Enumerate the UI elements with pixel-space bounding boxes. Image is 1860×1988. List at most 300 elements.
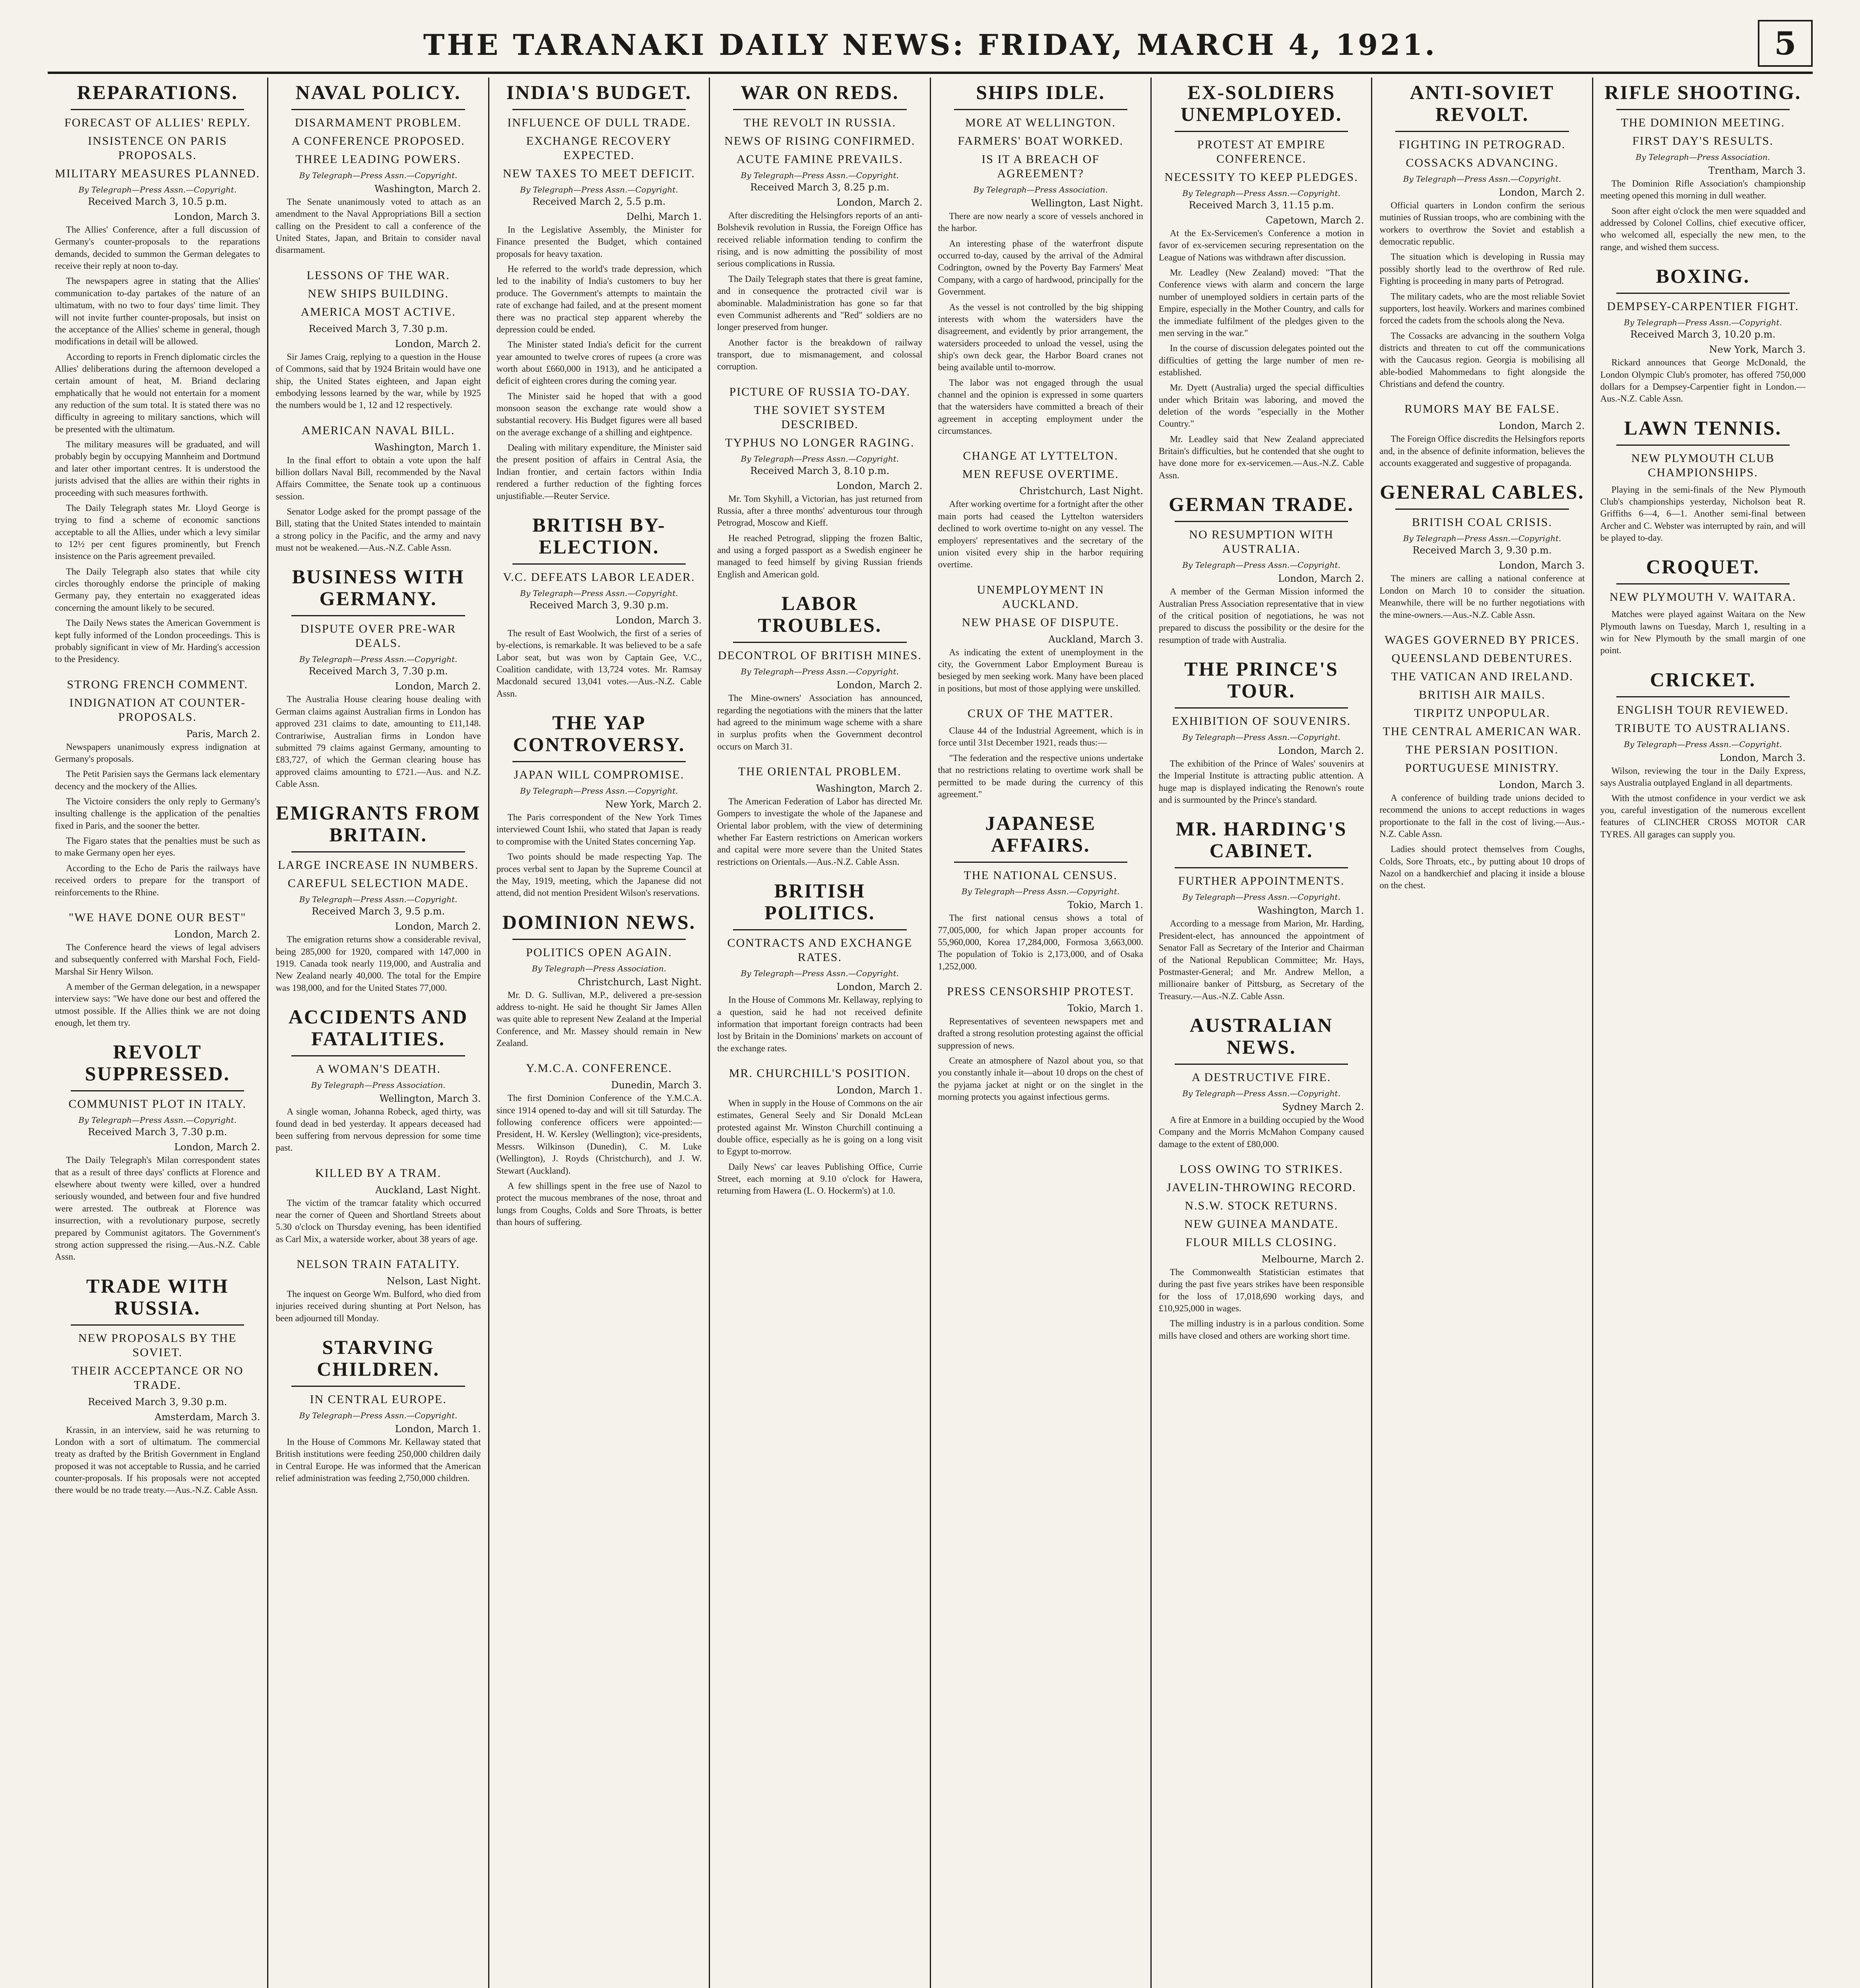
article-subhead: INSISTENCE ON PARIS PROPOSALS. xyxy=(88,134,227,162)
article-dateline: New York, March 3. xyxy=(1709,344,1806,355)
article-subhead: BRITISH AIR MAILS. xyxy=(1419,688,1546,701)
column-2 xyxy=(268,78,489,1988)
article xyxy=(1159,818,1364,1002)
article-paragraph: After working overtime for a fortnight after the other main ports had ceased the Lyttelton watersiders declined to work overtime to-night on any vessel. The employers' representatives and the secretary of the union visited every ship in the harbor requiring overtime. xyxy=(938,499,1143,570)
article-dateline: Capetown, March 2. xyxy=(1265,215,1364,226)
article-headline: ANTI-SOVIET REVOLT. xyxy=(1410,81,1555,125)
article-dateline: Melbourne, March 2. xyxy=(1261,1254,1364,1265)
article-dateline: London, March 2. xyxy=(174,1142,260,1153)
headline-rule xyxy=(954,109,1127,110)
article-headline: NAVAL POLICY. xyxy=(295,81,461,103)
article xyxy=(1600,265,1806,405)
article-headline: EMIGRANTS FROM BRITAIN. xyxy=(275,802,481,846)
article-subhead: N.S.W. STOCK RETURNS. xyxy=(1185,1199,1338,1213)
article-received: Received March 3, 7.30 p.m. xyxy=(308,666,448,677)
article-paragraph: A member of the German Mission informed the Australian Press Association representative that in view of the critical position of negotiations, he was not prepared to discuss the possibility or the desire for the resumption of trade with Australia. xyxy=(1158,586,1364,645)
article-byline: By Telegraph—Press Association. xyxy=(973,185,1108,194)
article-headline: DOMINION NEWS. xyxy=(502,911,696,933)
article xyxy=(938,82,1143,437)
article xyxy=(275,566,481,790)
article-subhead: INFLUENCE OF DULL TRADE. xyxy=(507,116,691,129)
article-paragraph: Senator Lodge asked for the prompt passage of the Bill, stating that the United States intended to maintain a strong policy in the Pacific, and the army and navy must not be weakened.—Aus.-N.Z. Cable Assn. xyxy=(275,507,481,553)
headline-rule xyxy=(291,851,465,852)
article-subhead: MORE AT WELLINGTON. xyxy=(965,116,1116,129)
article-dateline: London, March 2. xyxy=(1278,573,1364,584)
article-paragraph: The exhibition of the Prince of Wales' souvenirs at the Imperial Institute is attracting public attention. A huge map is displayed indicating the Renown's route and is surmounted by the Prince's standard. xyxy=(1158,758,1364,805)
article-dateline: London, March 1. xyxy=(836,1084,923,1096)
article-byline: By Telegraph—Press Assn.—Copyright. xyxy=(520,588,678,598)
article xyxy=(1600,556,1806,656)
article-paragraph: The Daily Telegraph's Milan correspondent states that as a result of three days' conflicts at Florence and elsewhere about twenty were killed, over a hundred seriously wounded, and between four and five hundred were arrested. The outbreak at Florence was insurrection, with a revolutionary purpose, secretly prepared by Communist agitators. The Government's strong action suppressed the rising.—Aus.-N.Z. Cable Assn. xyxy=(55,1155,260,1262)
article xyxy=(497,82,702,502)
article-subhead: TRIBUTE TO AUSTRALIANS. xyxy=(1615,721,1791,735)
article-headline: BRITISH BY-ELECTION. xyxy=(532,513,666,558)
article-paragraph: Mr. Leadley (New Zealand) moved: "That the Conference views with alarm and concern the large number of unemployed soldiers in certain parts of the Empire, especially in the Mother Country, and calls for the immediate fulfilment of the pledges given to the men serving in the war." xyxy=(1158,268,1364,338)
article xyxy=(1379,402,1585,469)
headline-rule xyxy=(733,109,906,110)
article-dateline: Auckland, Last Night. xyxy=(375,1184,481,1196)
article-headline: LABOR TROUBLES. xyxy=(758,592,882,637)
article-byline: By Telegraph—Press Assn.—Copyright. xyxy=(299,654,458,664)
article-byline: By Telegraph—Press Assn.—Copyright. xyxy=(1624,739,1782,749)
article-subhead: COSSACKS ADVANCING. xyxy=(1406,156,1559,169)
article xyxy=(55,911,260,1029)
article-subhead: STRONG FRENCH COMMENT. xyxy=(67,678,248,691)
article-dateline: Washington, March 2. xyxy=(816,782,923,794)
article-headline: BUSINESS WITH GERMANY. xyxy=(292,565,465,610)
article xyxy=(275,1006,481,1154)
article-paragraph: Representatives of seventeen newspapers met and drafted a strong resolution protesting against the official suppression of news. xyxy=(938,1016,1143,1050)
article-headline: CROQUET. xyxy=(1646,555,1760,578)
article-paragraph: Clause 44 of the Industrial Agreement, which is in force until 31st December 1921, reads thus:— xyxy=(938,726,1143,748)
headline-rule xyxy=(1175,521,1348,522)
article-dateline: London, March 2. xyxy=(1278,745,1364,756)
article-dateline: Paris, March 2. xyxy=(186,728,260,740)
article-paragraph: Wilson, reviewing the tour in the Daily Express, says Australia outplayed England in all departments. xyxy=(1600,765,1806,788)
article-subhead: THEIR ACCEPTANCE OR NO TRADE. xyxy=(71,1364,244,1392)
article-subhead: PORTUGUESE MINISTRY. xyxy=(1405,761,1559,775)
article-headline: AUSTRALIAN NEWS. xyxy=(1189,1013,1333,1058)
article-headline: EX-SOLDIERS UNEMPLOYED. xyxy=(1180,81,1342,125)
article-dateline: Washington, March 1. xyxy=(374,441,481,453)
article-received: Received March 3, 10.5 p.m. xyxy=(88,196,227,207)
article-received: Received March 3, 7.30 p.m. xyxy=(308,323,448,334)
article-byline: By Telegraph—Press Assn.—Copyright. xyxy=(1403,174,1561,184)
article-byline: By Telegraph—Press Assn.—Copyright. xyxy=(1182,892,1340,902)
article-byline: By Telegraph—Press Assn.—Copyright. xyxy=(1182,560,1340,570)
article-headline: BOXING. xyxy=(1656,265,1750,287)
article-byline: By Telegraph—Press Assn.—Copyright. xyxy=(299,895,458,905)
article-headline: STARVING CHILDREN. xyxy=(317,1336,440,1380)
article-subhead: "WE HAVE DONE OUR BEST" xyxy=(68,911,246,924)
article xyxy=(717,82,922,373)
article-subhead: IS IT A BREACH OF AGREEMENT? xyxy=(981,153,1100,180)
article-subhead: MR. CHURCHILL'S POSITION. xyxy=(729,1066,911,1080)
article-dateline: Dunedin, March 3. xyxy=(611,1079,702,1091)
headline-rule xyxy=(1616,696,1790,697)
article-paragraph: The military measures will be graduated, and will probably begin by occupying Mannheim and Dortmund and later other important centres. It is understood the jurists advised that the allies are within their rights in proceeding with such measures forthwith. xyxy=(55,439,260,498)
article-paragraph: The newspapers agree in stating that the Allies' communication to-day partakes of the nature of an ultimatum, with no two to four days' time limit. They will not invite further counter-proposals, but insist on the acceptance of the Allies' scheme in general, though modifications in detail will be allowed. xyxy=(55,276,260,347)
article xyxy=(1379,82,1585,390)
article-subhead: CRUX OF THE MATTER. xyxy=(967,707,1114,720)
article-received: Received March 3, 10.20 p.m. xyxy=(1630,329,1776,340)
article-paragraph: Mr. D. G. Sullivan, M.P., delivered a pre-session address to-night. He said he thought Sir James Allen was quite able to represent New Zealand at the Imperial Conference, and Mr. Massey should remain in New Zealand. xyxy=(496,990,702,1048)
article-paragraph: He referred to the world's trade depression, which led to the inability of India's customers to buy her produce. The Government's attempts to maintain the rate of exchange had failed, and at the present moment there was no practical step apparent whereby the depression could be ended. xyxy=(496,264,702,334)
article-subhead: POLITICS OPEN AGAIN. xyxy=(526,945,672,959)
article-dateline: London, March 2. xyxy=(836,679,923,691)
article xyxy=(1379,481,1585,621)
article-headline: WAR ON REDS. xyxy=(741,81,899,103)
article-dateline: London, March 3. xyxy=(1499,779,1585,790)
article-dateline: Christchurch, Last Night. xyxy=(578,976,702,988)
article-subhead: CHANGE AT LYTTELTON. xyxy=(963,449,1118,463)
article-subhead: EXCHANGE RECOVERY EXPECTED. xyxy=(526,134,672,162)
article-headline: LAWN TENNIS. xyxy=(1624,416,1782,439)
article xyxy=(497,712,702,899)
article-paragraph: In the course of discussion delegates pointed out the difficulties of getting the large number of men re-established. xyxy=(1158,343,1364,377)
headline-rule xyxy=(512,109,686,110)
article-paragraph: Rickard announces that George McDonald, the London Olympic Club's promoter, has offered 750,000 dollars for a Dempsey-Carpentier fight in London.—Aus.-N.Z. Cable Assn. xyxy=(1600,357,1806,404)
article-paragraph: The Victoire considers the only reply to Germany's insulting challenge is the application of the penalties fixed in Paris, and the sooner the better. xyxy=(55,796,260,831)
article-paragraph: The inquest on George Wm. Bulford, who died from injuries received during shunting at Port Nelson, has been adjourned till Monday. xyxy=(275,1289,481,1323)
article-dateline: Trentham, March 3. xyxy=(1708,165,1806,176)
column-3 xyxy=(489,78,710,1988)
article-subhead: UNEMPLOYMENT IN AUCKLAND. xyxy=(977,583,1104,611)
article-subhead: DECONTROL OF BRITISH MINES. xyxy=(718,649,922,662)
article-paragraph: The Allies' Conference, after a full discussion of Germany's counter-proposals to the reparations demands, decided to summon the German delegates to receive their reply at noon to-day. xyxy=(55,225,260,271)
article-paragraph: In the final effort to obtain a vote upon the half billion dollars Naval Bill, recommended by the Naval Affairs Committee, the Senate took up a continuous session. xyxy=(275,455,481,501)
article-paragraph: Soon after eight o'clock the men were squadded and addressed by Colonel Collins, chief executive officer, who welcomed all, especially the new men, to the range, and wished them success. xyxy=(1600,206,1806,252)
article-paragraph: The emigration returns show a considerable revival, being 285,000 for 1920, compared with 147,000 in 1919. Canada took nearly 119,000, and Australia and New Zealand nearly 40,000. The total for the Empire was 198,000, and for the United States 77,000. xyxy=(275,934,481,993)
article-paragraph: In the Legislative Assembly, the Minister for Finance presented the Budget, which contained proposals for heavy taxation. xyxy=(496,225,702,259)
article-subhead: AMERICAN NAVAL BILL. xyxy=(301,423,455,437)
article-paragraph: According to the Echo de Paris the railways have received orders to prepare for the transport of reinforcements to the Rhine. xyxy=(55,863,260,897)
article-paragraph: The Petit Parisien says the Germans lack elementary decency and the mockery of the Allies. xyxy=(55,769,260,791)
article-byline: By Telegraph—Press Association. xyxy=(531,963,667,973)
article-subhead: FIGHTING IN PETROGRAD. xyxy=(1398,138,1566,151)
article-paragraph: The Mine-owners' Association has announced, regarding the negotiations with the miners that the latter had agreed to the minimum wage scheme with a share in surplus profits when the Government decontrol occurs on March 31. xyxy=(717,693,923,751)
article-subhead: THE REVOLT IN RUSSIA. xyxy=(743,116,896,129)
article-paragraph: The Minister stated India's deficit for the current year amounted to twelve crores of rupees (a crore was worth about £660,000 in 1913), and he anticipated a deficit of eighteen crores during the coming year. xyxy=(496,340,702,386)
article-paragraph: According to a message from Marion, Mr. Harding, President-elect, has announced the appointment of Senator Fall as Secretary of the Interior and Chairman of the National Republican Committee; Mr. Hays, Postmaster-General; and Mr. Andrew Mellon, a millionaire banker of Pittsburg, as Secretary of the Treasury.—Aus.-N.Z. Cable Assn. xyxy=(1158,918,1364,1001)
article-paragraph: The Figaro states that the penalties must be such as to make Germany open her eyes. xyxy=(55,836,260,858)
article xyxy=(55,1041,260,1263)
article-dateline: London, March 2. xyxy=(1499,420,1585,432)
article-subhead: V.C. DEFEATS LABOR LEADER. xyxy=(503,570,695,584)
headline-rule xyxy=(1616,109,1790,110)
article xyxy=(1159,493,1364,646)
article-paragraph: As indicating the extent of unemployment in the city, the Government Labor Employment Bureau is besieged by men seeking work. Many have been placed in positions, but most of those applying were unskilled. xyxy=(938,647,1143,693)
article-subhead: A DESTRUCTIVE FIRE. xyxy=(1191,1070,1331,1084)
headline-rule xyxy=(291,615,465,616)
newspaper-title: THE TARANAKI DAILY NEWS: FRIDAY, MARCH 4, 1921. xyxy=(423,28,1437,62)
article-paragraph: When in supply in the House of Commons on the air estimates, General Seely and Sir Donald McLean protested against Mr. Winston Churchill continuing a double office, especially as he is going on a long visit to Egypt to-morrow. xyxy=(717,1098,923,1157)
article-headline: RIFLE SHOOTING. xyxy=(1604,81,1802,103)
article-byline: By Telegraph—Press Assn.—Copyright. xyxy=(520,185,678,194)
article-received: Received March 3, 7.30 p.m. xyxy=(88,1126,227,1138)
article-byline: By Telegraph—Press Assn.—Copyright. xyxy=(741,454,899,464)
article-subhead: NO RESUMPTION WITH AUSTRALIA. xyxy=(1189,528,1334,556)
headline-rule xyxy=(1175,131,1348,132)
article-paragraph: Another factor is the breakdown of railway transport, due to mismanagement, and colossal corruption. xyxy=(717,337,923,372)
article-paragraph: The Australia House clearing house dealing with German claims against Australian firms in London has approved 231 claims to date, amounting to £11,148. Contrariwise, Australian firms in London have submitted 79 claims against Germany, amounting to £83,727, of which the German clearing house has approved claims amounting to £721.—Aus. and N.Z. Cable Assn. xyxy=(275,694,481,789)
article xyxy=(497,514,702,700)
article-subhead: JAVELIN-THROWING RECORD. xyxy=(1166,1181,1356,1194)
article-paragraph: The Foreign Office discredits the Helsingfors reports and, in the absence of definite information, believes the accounts exaggerated and suggestive of propaganda. xyxy=(1379,434,1585,468)
article-paragraph: Two points should be made respecting Yap. The proces verbal sent to Japan by the Supreme Council at the May, 1919, meeting, which the Japanese did not attend, did not mention President Wilson's reservations. xyxy=(496,852,702,898)
article-subhead: THE CENTRAL AMERICAN WAR. xyxy=(1383,724,1582,738)
article-subhead: NEW PHASE OF DISPUTE. xyxy=(962,615,1119,629)
article-subhead: THE PERSIAN POSITION. xyxy=(1406,743,1559,756)
article-dateline: Nelson, Last Night. xyxy=(386,1276,481,1287)
article-byline: By Telegraph—Press Assn.—Copyright. xyxy=(1403,534,1561,544)
article-subhead: PICTURE OF RUSSIA TO-DAY. xyxy=(729,385,911,398)
article-headline: CRICKET. xyxy=(1650,668,1756,691)
article-dateline: Amsterdam, March 3. xyxy=(155,1411,260,1423)
article-subhead: THE ORIENTAL PROBLEM. xyxy=(738,765,902,778)
article xyxy=(938,812,1143,973)
article-byline: By Telegraph—Press Assn.—Copyright. xyxy=(299,171,458,180)
article-subhead: FURTHER APPOINTMENTS. xyxy=(1178,874,1345,888)
article xyxy=(717,765,922,868)
article xyxy=(275,1166,481,1245)
article-byline: By Telegraph—Press Assn.—Copyright. xyxy=(741,667,899,677)
article xyxy=(717,592,922,753)
article-paragraph: The milling industry is in a parlous condition. Some mills have closed and others are working short time. xyxy=(1158,1318,1364,1341)
article-byline: By Telegraph—Press Association. xyxy=(311,1080,446,1090)
article-dateline: Auckland, March 3. xyxy=(1048,633,1143,645)
article-paragraph: There are now nearly a score of vessels anchored in the harbor. xyxy=(938,211,1143,233)
headline-rule xyxy=(291,1386,465,1387)
article-subhead: TIRPITZ UNPOPULAR. xyxy=(1414,706,1550,720)
article-headline: THE PRINCE'S TOUR. xyxy=(1184,657,1338,702)
article xyxy=(497,911,702,1050)
article-subhead: DEMPSEY-CARPENTIER FIGHT. xyxy=(1607,300,1799,313)
columns xyxy=(48,78,1813,1988)
article-byline: By Telegraph—Press Assn.—Copyright. xyxy=(299,1411,458,1421)
headline-rule xyxy=(512,563,686,565)
article-paragraph: The Senate unanimously voted to attach as an amendment to the Naval Appropriations Bill a section calling on the President to call a conference of the United States, Japan, and Britain to consider naval disarmament. xyxy=(275,197,481,255)
article xyxy=(1600,417,1806,544)
article-dateline: Christchurch, Last Night. xyxy=(1019,485,1143,497)
article-byline: By Telegraph—Press Association. xyxy=(1635,152,1770,162)
article xyxy=(1159,82,1364,481)
headline-rule xyxy=(71,1324,244,1326)
article-byline: By Telegraph—Press Assn.—Copyright. xyxy=(1182,732,1340,742)
article-paragraph: The situation which is developing in Russia may possibly shortly lead to the overthrow of Red rule. Fighting is proceeding in many parts of Petrograd. xyxy=(1379,252,1585,286)
article-dateline: London, March 3. xyxy=(1499,560,1585,571)
article-paragraph: A conference of building trade unions decided to recommend the unions to accept reductions in wages proportionate to the fall in the cost of living.—Aus.-N.Z. Cable Assn. xyxy=(1379,792,1585,839)
article xyxy=(717,1066,922,1197)
column-7 xyxy=(1372,78,1593,1988)
article-paragraph: The labor was not engaged through the usual channel and the opinion is expressed in some quarters that the watersiders have committed a breach of their agreement in accepting employment under the circumstances. xyxy=(938,377,1143,436)
headline-rule xyxy=(733,929,906,930)
article-dateline: Wellington, March 3. xyxy=(379,1093,481,1105)
article-headline: REVOLT SUPPRESSED. xyxy=(85,1041,230,1085)
article-subhead: LOSS OWING TO STRIKES. xyxy=(1179,1163,1343,1176)
article-subhead: THE DOMINION MEETING. xyxy=(1621,116,1785,129)
article-paragraph: He reached Petrograd, slipping the frozen Baltic, and using a forged passport as a Swedish engineer he managed to feed himself by giving Russian friends English and American gold. xyxy=(717,533,923,579)
article-subhead: DISARMAMENT PROBLEM. xyxy=(295,116,462,129)
column-5 xyxy=(931,78,1152,1988)
article-received: Received March 3, 8.10 p.m. xyxy=(750,465,890,476)
article-paragraph: The result of East Woolwich, the first of a series of by-elections, is remarkable. It was believed to be a safe Labor seat, but was won by Captain Gee, V.C., Coalition candidate, with 13,724 votes. Mr. Ramsay Macdonald secured 13,041 votes.—Aus.-N.Z. Cable Assn. xyxy=(496,628,702,699)
article-subhead: IN CENTRAL EUROPE. xyxy=(310,1393,447,1406)
article-subhead: NEW TAXES TO MEET DEFICIT. xyxy=(503,167,695,180)
article-subhead: PROTEST AT EMPIRE CONFERENCE. xyxy=(1197,138,1326,165)
article-paragraph: The Minister said he hoped that with a good monsoon season the exchange rate would show a substantial recovery. His Budget figures were all based on the average exchange of a shilling and eightpence. xyxy=(496,391,702,437)
headline-rule xyxy=(733,642,906,643)
article-byline: By Telegraph—Press Assn.—Copyright. xyxy=(741,171,899,180)
headline-rule xyxy=(1395,509,1569,510)
article-byline: By Telegraph—Press Assn.—Copyright. xyxy=(1182,188,1340,198)
article-paragraph: The Cossacks are advancing in the southern Volga districts and threaten to cut off the communications with the Caucasus region. Georgia is mobilising all able-bodied Mahommedans to fight alongside the Christians and defend the country. xyxy=(1379,330,1585,389)
article-paragraph: The military cadets, who are the most reliable Soviet supporters, lost heavily. Workers and marines combined forced the cadets from the schools along the Neva. xyxy=(1379,291,1585,326)
article-paragraph: Dealing with military expenditure, the Minister said the present position of affairs in Central Asia, the Indian frontier, and certain factors within India rendered a further reduction of the fighting forces unjustifiable.—Reuter Service. xyxy=(496,443,702,501)
article-paragraph: The first national census shows a total of 77,005,000, for which Japan proper accounts for 55,960,000, Korea 17,284,000, Formosa 3,663,000. The population of Tokio is 2,173,000, and of Osaka 1,252,000. xyxy=(938,913,1143,971)
article-subhead: INDIGNATION AT COUNTER-PROPOSALS. xyxy=(69,696,246,724)
headline-rule xyxy=(1395,131,1569,132)
article-dateline: London, March 3. xyxy=(174,211,260,222)
article-subhead: NEWS OF RISING CONFIRMED. xyxy=(724,134,915,148)
article xyxy=(275,802,481,994)
article-received: Received March 3, 9.30 p.m. xyxy=(529,599,669,611)
article xyxy=(938,583,1143,695)
article xyxy=(717,880,922,1054)
article-dateline: Washington, March 2. xyxy=(374,183,481,194)
article xyxy=(275,423,481,554)
article xyxy=(938,984,1143,1103)
article-subhead: THREE LEADING POWERS. xyxy=(295,153,461,166)
article-dateline: Wellington, Last Night. xyxy=(1031,198,1143,209)
article-dateline: London, March 2. xyxy=(395,681,481,692)
article-received: Received March 3, 9.30 p.m. xyxy=(1412,545,1552,556)
article-byline: By Telegraph—Press Assn.—Copyright. xyxy=(520,786,678,796)
article-subhead: FORECAST OF ALLIES' REPLY. xyxy=(64,116,251,129)
article-subhead: QUEENSLAND DEBENTURES. xyxy=(1391,651,1573,665)
article xyxy=(55,82,260,666)
article-subhead: THE VATICAN AND IRELAND. xyxy=(1391,670,1573,683)
article-byline: By Telegraph—Press Assn.—Copyright. xyxy=(961,887,1120,897)
article-headline: INDIA'S BUDGET. xyxy=(506,81,692,103)
article xyxy=(938,707,1143,800)
article-paragraph: As the vessel is not controlled by the big shipping interests with whom the watersiders have the disagreement, and evidently by prior arrangement, the watersiders proceeded to unload the vessel, using the ship's own deck gear, the Harbor Board cranes not being available until to-morrow. xyxy=(938,302,1143,373)
article-paragraph: In the House of Commons Mr. Kellaway, replying to a question, said he had not received definite information that important foreign contracts had been lost by Britain in the Dominions' markets on account of the exchange rates. xyxy=(717,995,923,1053)
article-subhead: NEW PLYMOUTH V. WAITARA. xyxy=(1610,590,1796,604)
article-headline: MR. HARDING'S CABINET. xyxy=(1175,817,1347,862)
article-subhead: CONTRACTS AND EXCHANGE RATES. xyxy=(727,936,913,964)
article-paragraph: Mr. Leadley said that New Zealand appreciated Britain's difficulties, but he contended that she ought to have done more for ex-servicemen.—Aus.-N.Z. Cable Assn. xyxy=(1158,434,1364,480)
article-subhead: TYPHUS NO LONGER RAGING. xyxy=(725,436,915,449)
article-paragraph: The Daily Telegraph states Mr. Lloyd George is trying to find a scheme of economic sanctions acceptable to all the Allies, under which a levy similar to 12½ per cent figures prominently, but French insistence on the Paris agreement prevailed. xyxy=(55,503,260,561)
article-subhead: WAGES GOVERNED BY PRICES. xyxy=(1385,633,1580,646)
article-paragraph: "The federation and the respective unions undertake that no restrictions relating to overtime work shall be permitted to be made during the currency of this agreement." xyxy=(938,753,1143,799)
article-byline: By Telegraph—Press Assn.—Copyright. xyxy=(78,185,237,194)
article-byline: By Telegraph—Press Assn.—Copyright. xyxy=(1624,318,1782,328)
article-dateline: Tokio, March 1. xyxy=(1067,899,1143,911)
page-number: 5 xyxy=(1758,20,1813,67)
article-dateline: London, March 2. xyxy=(836,981,923,993)
headline-rule xyxy=(1616,583,1790,584)
article xyxy=(275,1257,481,1324)
article-headline: BRITISH POLITICS. xyxy=(764,879,875,924)
article-paragraph: A few shillings spent in the free use of Nazol to protect the mucous membranes of the nose, throat and lungs from Coughs, Colds and Sore Throats, is better than hours of suffering. xyxy=(496,1180,702,1227)
article-dateline: Delhi, March 1. xyxy=(626,211,702,222)
article-received: Received March 2, 5.5 p.m. xyxy=(532,196,666,207)
article-paragraph: The American Federation of Labor has directed Mr. Gompers to investigate the whole of the Japanese and Oriental labor problem, with the view of determining whether Far Eastern restrictions on American workers and capital were more severe than the United States restrictions on Orientals.—Aus.-N.Z. Cable Assn. xyxy=(717,796,923,867)
article-subhead: THE NATIONAL CENSUS. xyxy=(964,869,1117,882)
article-headline: GERMAN TRADE. xyxy=(1169,493,1354,516)
article-paragraph: The Paris correspondent of the New York Times interviewed Count Ishii, who stated that Japan is ready to compromise with the United States concerning Yap. xyxy=(496,812,702,846)
article-subhead: FIRST DAY'S RESULTS. xyxy=(1632,134,1774,148)
article-subhead: LARGE INCREASE IN NUMBERS. xyxy=(277,858,479,872)
article-paragraph: The Conference heard the views of legal advisers and subsequently conferred with Marshal Foch, Field-Marshal Sir Henry Wilson. xyxy=(55,942,260,977)
article-paragraph: At the Ex-Servicemen's Conference a motion in favor of ex-servicemen securing representation on the League of Nations was withdrawn after discussion. xyxy=(1158,228,1364,262)
article-dateline: London, March 3. xyxy=(1719,752,1806,763)
article-subhead: KILLED BY A TRAM. xyxy=(315,1166,442,1180)
article xyxy=(275,1336,481,1484)
article xyxy=(1159,1014,1364,1150)
article-dateline: Washington, March 1. xyxy=(1257,905,1364,916)
headline-rule xyxy=(1616,445,1790,446)
article-paragraph: Playing in the semi-finals of the New Plymouth Club's championships yesterday, Nicholson beat R. Griffiths 6—4, 6—1. Another semi-final between Archer and C. Webster was interrupted by rain, and will be played to-day. xyxy=(1600,484,1806,543)
article-received: Received March 3, 11.15 p.m. xyxy=(1189,200,1334,211)
headline-rule xyxy=(1175,1064,1348,1065)
article-paragraph: The Daily Telegraph also states that while city circles thoroughly endorse the principle of making Germany pay, they entertain no exaggerated ideas concerning the amount likely to be secured. xyxy=(55,566,260,613)
article xyxy=(938,449,1143,571)
article-paragraph: Mr. Dyett (Australia) urged the special difficulties under which Britain was laboring, and moved the deletion of the words "especially in the Mother Country." xyxy=(1158,382,1364,429)
article-subhead: RUMORS MAY BE FALSE. xyxy=(1404,402,1560,416)
headline-rule xyxy=(71,1090,244,1091)
article-dateline: London, March 2. xyxy=(836,197,923,208)
article-paragraph: Matches were played against Waitara on the New Plymouth lawns on Tuesday, March 1, resulting in a win for New Plymouth by the small margin of one point. xyxy=(1600,609,1806,656)
article-headline: ACCIDENTS AND FATALITIES. xyxy=(288,1006,468,1050)
article-paragraph: Mr. Tom Skyhill, a Victorian, has just returned from Russia, after a three months' adventurous tour through Petrograd, Moscow and Kieff. xyxy=(717,493,923,528)
headline-rule xyxy=(71,109,244,110)
article-headline: TRADE WITH RUSSIA. xyxy=(86,1274,229,1319)
article-subhead: BRITISH COAL CRISIS. xyxy=(1412,516,1552,529)
article-paragraph: Create an atmosphere of Nazol about you, so that you constantly inhale it—about 10 drops on the chest of the pyjama jacket at night or on the singlet in the morning protects you against infectious germs. xyxy=(938,1056,1143,1102)
article-dateline: London, March 2. xyxy=(1499,187,1585,198)
article-subhead: A CONFERENCE PROPOSED. xyxy=(291,134,465,148)
headline-rule xyxy=(512,761,686,762)
article-paragraph: Newspapers unanimously express indignation at Germany's proposals. xyxy=(55,742,260,764)
headline-rule xyxy=(1175,707,1348,709)
headline-rule xyxy=(954,862,1127,863)
article-paragraph: The miners are calling a national conference at London on March 10 to consider the situation. Meanwhile, there will be no further negotiations with the mine-owners.—Aus.-N.Z. Cable Assn. xyxy=(1379,573,1585,620)
article-subhead: Y.M.C.A. CONFERENCE. xyxy=(526,1062,672,1075)
article-paragraph: An interesting phase of the waterfront dispute occurred to-day, caused by the arrival of the Admiral Codrington, owned by the Poverty Bay Farmers' Meat Company, with a cargo of hardwood, principally for the Government. xyxy=(938,238,1143,297)
article-subhead: ENGLISH TOUR REVIEWED. xyxy=(1617,703,1789,716)
article-dateline: London, March 2. xyxy=(174,928,260,940)
article-subhead: NECESSITY TO KEEP PLEDGES. xyxy=(1164,171,1358,184)
article xyxy=(275,268,481,412)
article-paragraph: The Dominion Rifle Association's championship meeting opened this morning in dull weather. xyxy=(1600,179,1806,201)
article xyxy=(1159,658,1364,806)
article-dateline: London, March 2. xyxy=(836,480,923,491)
article-byline: By Telegraph—Press Assn.—Copyright. xyxy=(78,1115,237,1125)
article xyxy=(1600,82,1806,253)
article-subhead: NEW SHIPS BUILDING. xyxy=(308,287,449,300)
article-subhead: NEW PROPOSALS BY THE SOVIET. xyxy=(78,1331,237,1359)
masthead xyxy=(48,12,1813,74)
article-received: Received March 3, 9.30 p.m. xyxy=(88,1396,227,1408)
article-subhead: A WOMAN'S DEATH. xyxy=(316,1062,441,1076)
headline-rule xyxy=(291,109,465,110)
article xyxy=(1600,669,1806,841)
article-dateline: Tokio, March 1. xyxy=(1067,1003,1143,1014)
article-dateline: London, March 1. xyxy=(395,1423,481,1435)
